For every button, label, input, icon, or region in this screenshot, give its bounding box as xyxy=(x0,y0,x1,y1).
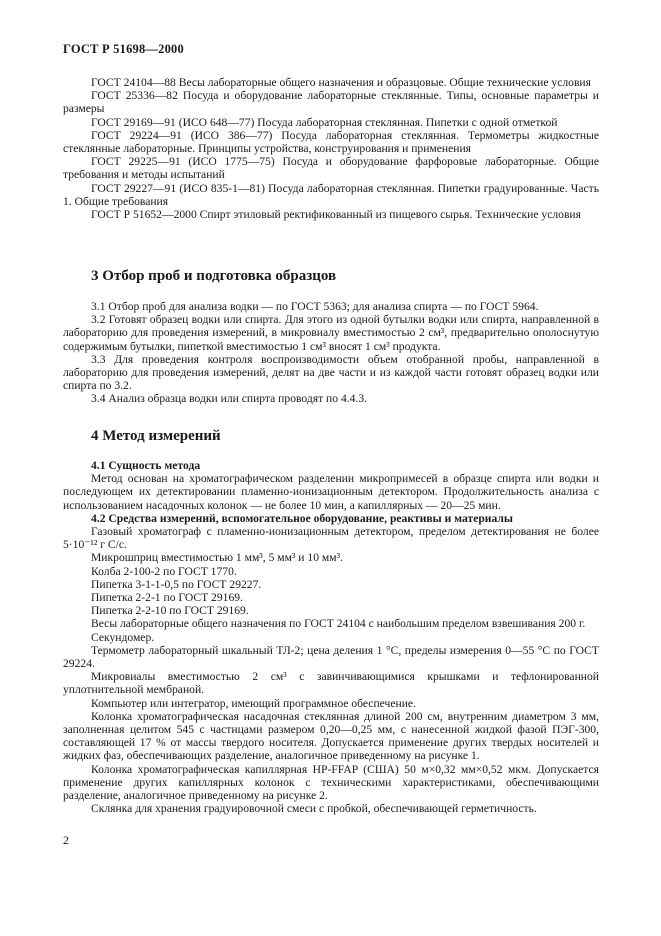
paragraph: 3.1 Отбор проб для анализа водки — по ГОСТ 5363; для анализа спирта — по ГОСТ 5964. xyxy=(91,300,539,313)
page-number: 2 xyxy=(63,833,69,847)
subsection-4-2-title: 4.2 Средства измерений, вспомогательное оборудование, реактивы и материалы xyxy=(91,511,513,525)
equipment-item: Колба 2-100-2 по ГОСТ 1770. xyxy=(91,564,237,578)
equipment-item: Секундомер. xyxy=(91,630,155,644)
section-4-body xyxy=(63,459,599,815)
equipment-item: Газовый хроматограф с пламенно-ионизационным детектором, пределом детектирования не более 5·10⁻¹² г С/с. xyxy=(63,525,599,552)
reference-item: ГОСТ Р 51652—2000 Спирт этиловый ректификованный из пищевого сырья. Технические условия xyxy=(91,208,581,222)
paragraph: 3.3 Для проведения контроля воспроизводимости объем отобранной пробы, направленной в лабораторию для проведения измерений, делят на две части и из каждой части готовят образец водки или спирта по 3.2. xyxy=(63,352,599,393)
section-3-body xyxy=(63,300,599,406)
reference-item: ГОСТ 24104—88 Весы лабораторные общего назначения и образцовые. Общие технические условия xyxy=(91,76,591,89)
equipment-item: Колонка хроматографическая насадочная стеклянная длиной 200 см, внутренним диаметром 3 мм, заполненная целитом 545 с частицами размером 0,20—0,25 мм, с нанесенной жидкой фазой ПЭГ-300, составляющей 17 % от массы твердого носителя. Допускается применение других твердых носителей и жидких фаз, обеспечивающих разделение, аналогичное приведенному на рисунке 1. xyxy=(63,709,599,763)
reference-item: ГОСТ 29224—91 (ИСО 386—77) Посуда лабораторная стеклянная. Термометры жидкостные стеклянные лабораторные. Принципы устройства, конструирования и применения xyxy=(63,128,599,156)
reference-item: ГОСТ 25336—82 Посуда и оборудование лабораторные стеклянные. Типы, основные параметры и размеры xyxy=(63,89,599,116)
equipment-item: Колонка хроматографическая капиллярная HP-FFAP (США) 50 м×0,32 мм×0,52 мкм. Допускается применение других капиллярных колонок с техническими характеристиками, обеспечивающими разделение, аналогичное приведенному на рисунке 2. xyxy=(63,762,599,803)
equipment-item: Пипетка 2-2-1 по ГОСТ 29169. xyxy=(91,591,243,605)
paragraph: 3.2 Готовят образец водки или спирта. Для этого из одной бутылки водки или спирта, направленной в лабораторию для проведения измерений, в микровиалу вместимостью 2 см³, предварительно ополоснутую содержимым бутылки, пипеткой вместимостью 1 см³ вносят 1 см³ продукта. xyxy=(63,313,599,353)
equipment-item: Микровиалы вместимостью 2 см³ с завинчивающимися крышками и тефлонированной уплотнительной мембраной. xyxy=(63,670,599,697)
equipment-item: Весы лабораторные общего назначения по ГОСТ 24104 с наибольшим пределом взвешивания 200 г. xyxy=(91,617,586,631)
equipment-item: Пипетка 3-1-1-0,5 по ГОСТ 29227. xyxy=(91,577,262,591)
equipment-item: Склянка для хранения градуировочной смеси с пробкой, обеспечивающей герметичность. xyxy=(91,802,537,816)
normative-references xyxy=(63,76,599,221)
equipment-item: Термометр лабораторный шкальный ТЛ-2; цена деления 1 °С, пределы измерения 0—55 °С по ГОСТ 29224. xyxy=(63,643,599,671)
equipment-item: Микрошприц вместимостью 1 мм³, 5 мм³ и 10 мм³. xyxy=(91,551,343,565)
section-4-title: 4 Метод измерений xyxy=(91,428,221,444)
subsection-4-1-title: 4.1 Сущность метода xyxy=(91,459,201,472)
equipment-item: Пипетка 2-2-10 по ГОСТ 29169. xyxy=(91,604,249,618)
paragraph: Метод основан на хроматографическом разделении микропримесей в образце спирта или водки и последующем их детектировании пламенно-ионизационным детектором. Продолжительность анализа с использованием насадочных колонок — не более 10 мин, а капиллярных — 20—25 мин. xyxy=(63,472,599,512)
reference-item: ГОСТ 29225—91 (ИСО 1775—75) Посуда и оборудование фарфоровые лабораторные. Общие требования и методы испытаний xyxy=(63,155,599,182)
section-3-title: 3 Отбор проб и подготовка образцов xyxy=(91,268,337,284)
page-header: ГОСТ Р 51698—2000 xyxy=(63,42,184,56)
paragraph: 3.4 Анализ образца водки или спирта проводят по 4.4.3. xyxy=(91,392,368,406)
reference-item: ГОСТ 29227—91 (ИСО 835-1—81) Посуда лабораторная стеклянная. Пипетки градуированные. Часть 1. Общие требования xyxy=(63,181,599,208)
reference-item: ГОСТ 29169—91 (ИСО 648—77) Посуда лабораторная стеклянная. Пипетки с одной отметкой xyxy=(91,115,558,129)
equipment-item: Компьютер или интегратор, имеющий программное обеспечение. xyxy=(91,696,416,710)
